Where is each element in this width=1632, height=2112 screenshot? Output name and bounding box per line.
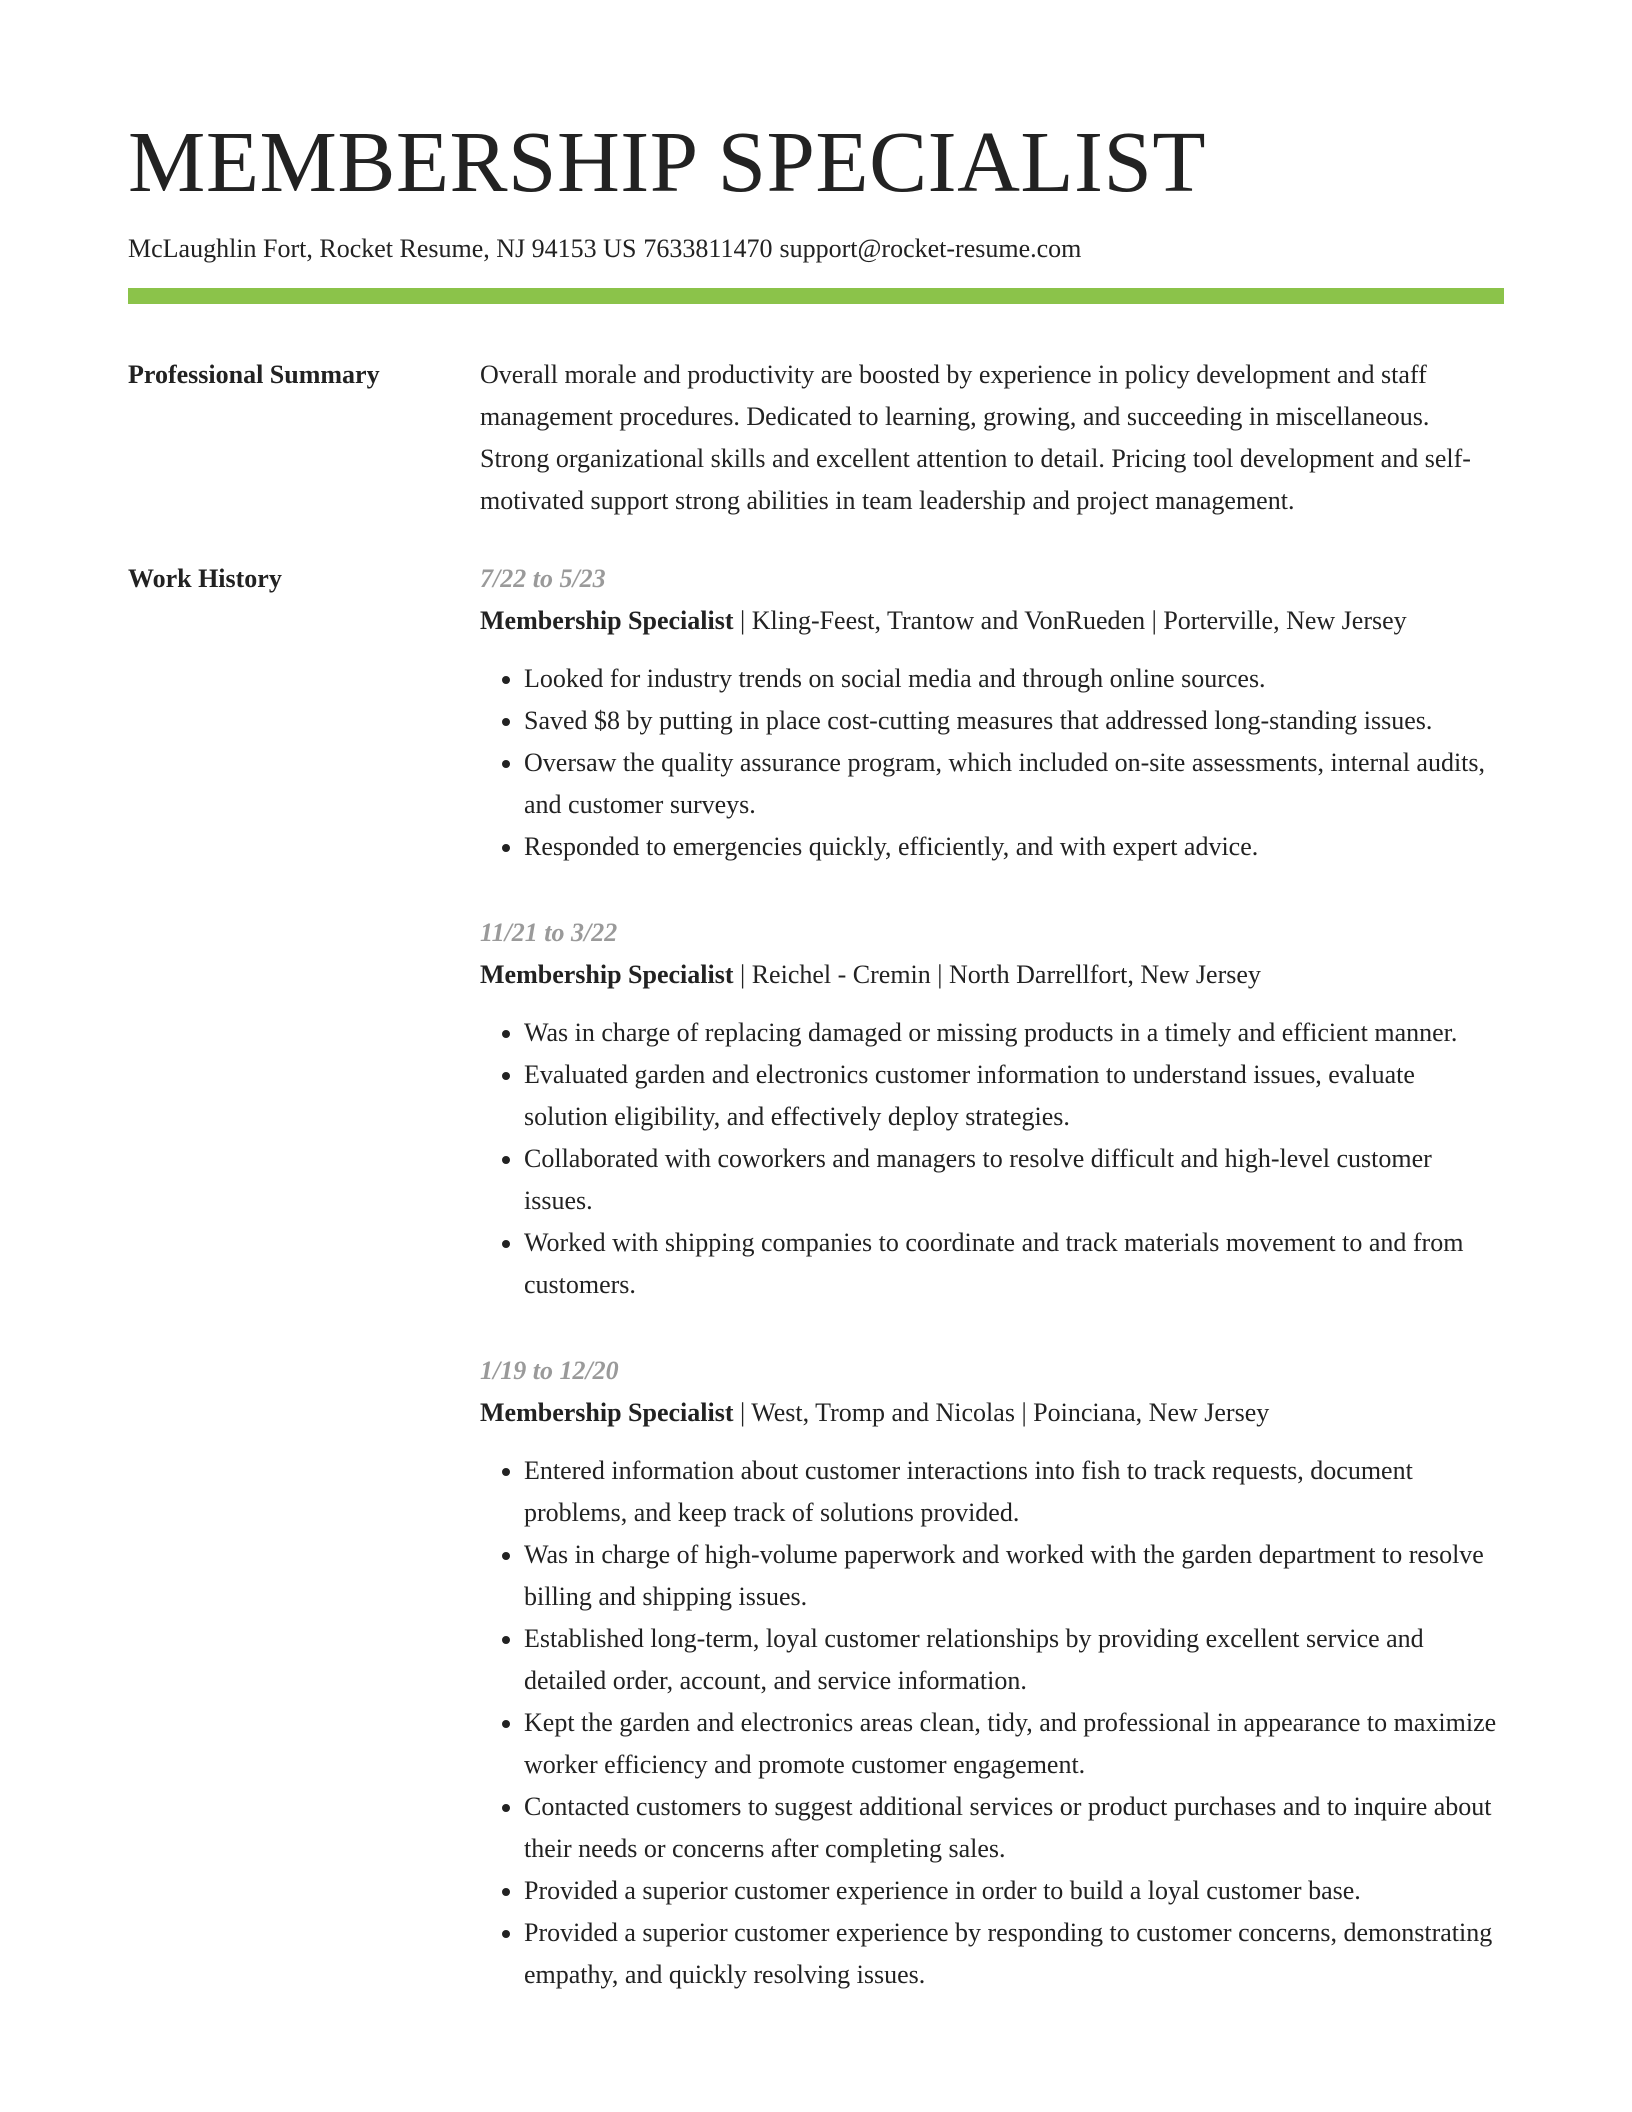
job-bullet: • Kept the garden and electronics areas clean, tidy, and professional in appearance to maximize worker efficiency and promote customer engagement. — [524, 1702, 1504, 1786]
job-title: Membership Specialist — [480, 606, 734, 636]
job-bullet: • Worked with shipping companies to coordinate and track materials movement to and from customers. — [524, 1222, 1504, 1306]
job-role-line: Membership Specialist | Reichel - Cremin | North Darrellfort, New Jersey — [480, 960, 1261, 990]
job-bullet: • Provided a superior customer experience in order to build a loyal customer base. — [524, 1870, 1504, 1912]
job-company: Reichel - Cremin — [751, 960, 931, 990]
job-bullet: • Oversaw the quality assurance program, which included on-site assessments, internal audits, and customer surveys. — [524, 742, 1504, 826]
contact-phone: 7633811470 — [643, 234, 773, 263]
job-bullet: • Responded to emergencies quickly, efficiently, and with expert advice. — [524, 826, 1504, 868]
work-history-section — [128, 558, 1504, 1996]
candidate-name: MEMBERSHIP SPECIALIST — [128, 113, 1207, 210]
job-company: Kling-Feest, Trantow and VonRueden — [751, 606, 1146, 636]
job-title: Membership Specialist — [480, 960, 734, 990]
job-entry — [480, 912, 1504, 1306]
job-company: West, Tromp and Nicolas — [751, 1398, 1015, 1428]
job-bullet: • Contacted customers to suggest additional services or product purchases and to inquire about their needs or concerns after completing sales. — [524, 1786, 1504, 1870]
job-bullet: • Provided a superior customer experience by responding to customer concerns, demonstrating empathy, and quickly resolving issues. — [524, 1912, 1504, 1996]
job-role-line: Membership Specialist | West, Tromp and Nicolas | Poinciana, New Jersey — [480, 1398, 1270, 1428]
contact-address: McLaughlin Fort, Rocket Resume, NJ 94153 US — [128, 234, 637, 263]
resume-page — [128, 113, 1504, 1996]
job-location: Poinciana, New Jersey — [1033, 1398, 1270, 1428]
professional-summary-section — [128, 354, 1504, 522]
section-heading: Work History — [128, 564, 282, 594]
job-location: North Darrellfort, New Jersey — [949, 960, 1261, 990]
job-dates: 7/22 to 5/23 — [480, 564, 606, 594]
job-bullet: • Looked for industry trends on social media and through online sources. — [524, 658, 1504, 700]
contact-email: support@rocket-resume.com — [779, 234, 1082, 263]
job-entry — [480, 558, 1504, 868]
job-bullets — [480, 1012, 1504, 1306]
job-bullet: • Was in charge of replacing damaged or missing products in a timely and efficient manner. — [524, 1012, 1504, 1054]
accent-divider — [128, 288, 1504, 304]
job-bullet: • Evaluated garden and electronics customer information to understand issues, evaluate solution eligibility, and effectively deploy strategies. — [524, 1054, 1504, 1138]
job-bullets — [480, 658, 1504, 868]
job-bullet: • Was in charge of high-volume paperwork and worked with the garden department to resolve billing and shipping issues. — [524, 1534, 1504, 1618]
job-title: Membership Specialist — [480, 1398, 734, 1428]
contact-line — [128, 233, 1504, 264]
job-bullet: • Collaborated with coworkers and managers to resolve difficult and high-level customer issues. — [524, 1138, 1504, 1222]
jobs-list — [480, 558, 1504, 1996]
job-dates: 11/21 to 3/22 — [480, 918, 618, 948]
job-bullets — [480, 1450, 1504, 1996]
job-bullet: • Entered information about customer interactions into fish to track requests, document problems, and keep track of solutions provided. — [524, 1450, 1504, 1534]
section-heading: Professional Summary — [128, 360, 380, 390]
job-location: Porterville, New Jersey — [1163, 606, 1407, 636]
job-bullet: • Established long-term, loyal customer relationships by providing excellent service and detailed order, account, and service information. — [524, 1618, 1504, 1702]
job-entry — [480, 1350, 1504, 1996]
job-bullet: • Saved $8 by putting in place cost-cutting measures that addressed long-standing issues. — [524, 700, 1504, 742]
job-dates: 1/19 to 12/20 — [480, 1356, 619, 1386]
job-role-line: Membership Specialist | Kling-Feest, Trantow and VonRueden | Porterville, New Jersey — [480, 606, 1407, 636]
summary-text: Overall morale and productivity are boosted by experience in policy development and staff management procedures. Dedicated to learning, growing, and succeeding in miscellaneous. Strong organizational skills and excellent attention to detail. Pricing tool development and self-motivated support strong abilities in team leadership and project management. — [480, 360, 1471, 516]
